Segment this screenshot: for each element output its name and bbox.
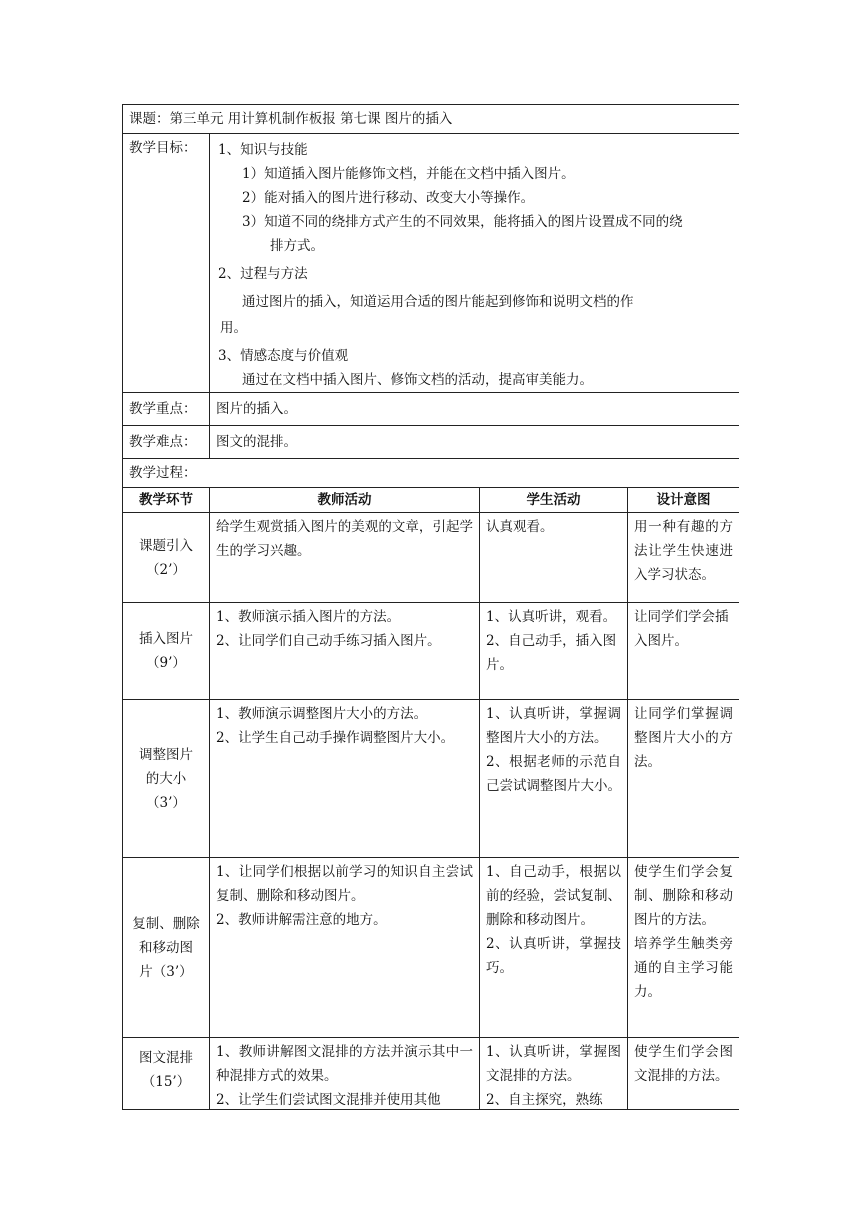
goals-label: 教学目标：	[123, 134, 210, 393]
stage-cell	[123, 513, 210, 603]
stage-line: （9’）	[146, 655, 186, 671]
student-line: 认真观看。	[486, 519, 554, 535]
intent-line: 让同学们学会插入图片。	[634, 609, 729, 649]
intent-line: 培养学生触类旁通的自主学习能力。	[634, 936, 733, 1000]
teacher-line: 1、教师讲解图文混排的方法并演示其中一种混排方式的效果。	[216, 1044, 473, 1084]
intent-cell	[628, 1038, 740, 1111]
teacher-line: 给学生观赏插入图片的美观的文章，引起学生的学习兴趣。	[216, 519, 473, 559]
stage-line: 插入图片	[139, 631, 193, 647]
stage-line: 的大小	[145, 770, 187, 787]
intent-line: 让同学们掌握调整图片大小的方法。	[634, 706, 733, 770]
table-row	[123, 603, 740, 700]
student-cell	[480, 858, 628, 1038]
teacher-line: 2、让学生自己动手操作调整图片大小。	[216, 730, 455, 746]
teacher-line: 2、教师讲解需注意的地方。	[216, 912, 387, 928]
table-row	[123, 513, 740, 603]
stage-line: （15’）	[141, 1074, 191, 1090]
stage-line: 片（3’）	[139, 963, 193, 980]
goal-knowledge-heading: 1、知识与技能	[218, 142, 308, 158]
student-cell	[480, 603, 628, 700]
lesson-plan-table	[122, 104, 739, 1110]
header-student: 学生活动	[480, 488, 628, 513]
goal-emotion-text: 通过在文档中插入图片、修饰文档的活动，提高审美能力。	[242, 372, 593, 388]
intent-line: 使学生们学会复制、删除和移动图片的方法。	[634, 864, 733, 928]
student-cell	[480, 513, 628, 603]
intent-cell	[628, 858, 740, 1038]
teacher-line: 2、让同学们自己动手练习插入图片。	[216, 633, 441, 649]
student-line: 2、根据老师的示范自己尝试调整图片大小。	[486, 754, 621, 794]
student-line: 2、自己动手，插入图片。	[486, 633, 617, 673]
table-row	[123, 700, 740, 858]
teacher-cell	[210, 700, 480, 858]
stage-line: 复制、删除	[132, 915, 200, 932]
stage-cell	[123, 700, 210, 858]
goal-knowledge-3a: 3）知道不同的绕排方式产生的不同效果，能将插入的图片设置成不同的绕	[242, 214, 683, 230]
teacher-cell	[210, 1038, 480, 1111]
lesson-title: 课题：第三单元 用计算机制作板报 第七课 图片的插入	[123, 105, 740, 134]
header-intent: 设计意图	[628, 488, 740, 513]
stage-cell	[123, 858, 210, 1038]
goal-process-heading: 2、过程与方法	[218, 266, 308, 282]
goals-content	[210, 134, 740, 393]
table-row	[123, 1038, 740, 1111]
intent-line: 用一种有趣的方法让学生快速进入学习状态。	[634, 519, 733, 583]
teacher-cell	[210, 513, 480, 603]
teacher-line: 2、让学生们尝试图文混排并使用其他	[216, 1092, 441, 1108]
stage-cell	[123, 603, 210, 700]
teacher-cell	[210, 858, 480, 1038]
key-label: 教学重点：	[123, 393, 210, 426]
student-line: 1、认真听讲，掌握调整图片大小的方法。	[486, 706, 621, 746]
intent-line: 使学生们学会图文混排的方法。	[634, 1044, 733, 1084]
header-teacher: 教师活动	[210, 488, 480, 513]
key-value: 图片的插入。	[210, 393, 740, 426]
stage-line: （2’）	[146, 561, 186, 578]
student-line: 1、认真听讲，掌握图文混排的方法。	[486, 1044, 621, 1084]
goal-knowledge-1: 1）知道插入图片能修饰文档，并能在文档中插入图片。	[242, 166, 575, 182]
intent-cell	[628, 513, 740, 603]
header-stage: 教学环节	[123, 488, 210, 513]
intent-cell	[628, 700, 740, 858]
goal-knowledge-3b: 排方式。	[270, 238, 324, 254]
goal-process-text-a: 通过图片的插入，知道运用合适的图片能起到修饰和说明文档的作	[242, 294, 634, 310]
goal-emotion-heading: 3、情感态度与价值观	[218, 348, 349, 364]
student-cell	[480, 700, 628, 858]
student-line: 2、认真听讲，掌握技巧。	[486, 936, 621, 976]
difficulty-value: 图文的混排。	[210, 426, 740, 459]
student-line: 2、自主探究，熟练	[486, 1092, 603, 1108]
goal-process-text-b: 用。	[220, 320, 247, 336]
process-label: 教学过程：	[123, 459, 740, 488]
stage-cell	[123, 1038, 210, 1111]
student-line: 1、认真听讲，观看。	[486, 609, 617, 625]
teacher-line: 1、让同学们根据以前学习的知识自主尝试复制、删除和移动图片。	[216, 864, 473, 904]
teacher-line: 1、教师演示插入图片的方法。	[216, 609, 401, 625]
stage-line: 图文混排	[139, 1050, 193, 1066]
stage-line: 和移动图	[139, 939, 193, 956]
student-cell	[480, 1038, 628, 1111]
bottom-border	[122, 1109, 739, 1110]
difficulty-label: 教学难点：	[123, 426, 210, 459]
table-row	[123, 858, 740, 1038]
teacher-cell	[210, 603, 480, 700]
stage-line: （3’）	[146, 794, 186, 811]
student-line: 1、自己动手，根据以前的经验，尝试复制、删除和移动图片。	[486, 864, 621, 928]
lesson-plan-document	[122, 104, 739, 1110]
stage-line: 课题引入	[139, 537, 193, 554]
intent-cell	[628, 603, 740, 700]
stage-line: 调整图片	[139, 746, 193, 763]
teacher-line: 1、教师演示调整图片大小的方法。	[216, 706, 428, 722]
goal-knowledge-2: 2）能对插入的图片进行移动、改变大小等操作。	[242, 190, 535, 206]
